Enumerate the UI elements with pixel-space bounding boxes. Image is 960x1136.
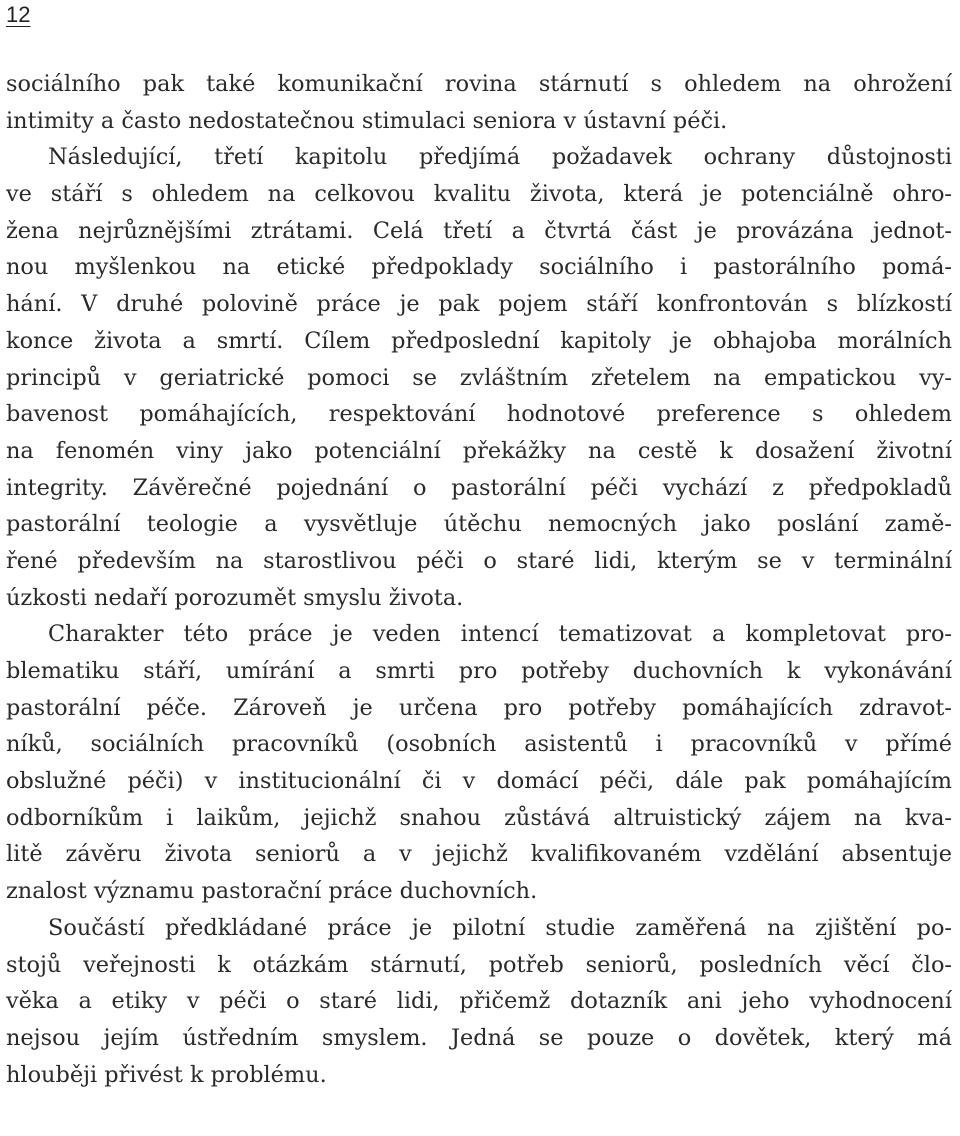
text-line: blematiku stáří, umírání a smrti pro potřeby duchovních k vykonávání [6,658,952,684]
text-line: nejsou jejím ústředním smyslem. Jedná se pouze o dovětek, který má [6,1024,952,1051]
text-line: litě závěru života seniorů a v jejichž kvalifikovaném vzdělání absentuje [6,841,952,868]
text-line: níků, sociálních pracovníků (osobních asistentů i pracovníků v přímé [6,731,952,758]
text-line: na fenomén viny jako potenciální překážky na cestě k dosažení životní [6,437,952,464]
text-line: Součástí předkládané práce je pilotní studie zaměřená na zjištění po- [48,914,952,941]
text-line: Charakter této práce je veden intencí tematizovat a kompletovat pro- [48,621,952,648]
text-line: intimity a často nedostatečnou stimulaci seniora v ústavní péči. [6,107,728,134]
text-line: úzkosti nedaří porozumět smyslu života. [6,584,464,611]
text-line: hlouběji přivést k problému. [6,1061,327,1088]
page-number: 12 [6,2,31,27]
text-line: odborníkům i laikům, jejichž snahou zůstává altruistický zájem na kva- [6,804,952,831]
text-line: stojů veřejnosti k otázkám stárnutí, potřeb seniorů, posledních věcí člo- [6,951,952,978]
text-line: hání. V druhé polovině práce je pak pojem stáří konfrontován s blízkostí [6,291,952,318]
text-line: Následující, třetí kapitolu předjímá požadavek ochrany důstojnosti [48,144,952,171]
text-line: bavenost pomáhajících, respektování hodnotové preference s ohledem [6,401,952,428]
text-line: principů v geriatrické pomoci se zvláštním zřetelem na empatickou vy- [6,364,952,391]
text-line: nou myšlenkou na etické předpoklady sociálního i pastorálního pomá- [6,254,952,281]
text-line: ve stáří s ohledem na celkovou kvalitu života, která je potenciálně ohro- [6,181,952,208]
body-text [6,66,952,1093]
text-line: integrity. Závěrečné pojednání o pastorální péči vychází z předpokladů [6,474,952,501]
text-line: žena nejrůznějšími ztrátami. Celá třetí a čtvrtá část je provázána jednot- [6,217,952,244]
text-line: znalost významu pastorační práce duchovních. [6,878,538,905]
text-line: věka a etiky v péči o staré lidi, přičemž dotazník ani jeho vyhodnocení [6,988,952,1015]
text-line: obslužné péči) v institucionální či v domácí péči, dále pak pomáhajícím [6,768,952,795]
text-line: sociálního pak také komunikační rovina stárnutí s ohledem na ohrožení [6,71,952,97]
text-line: konce života a smrtí. Cílem předposlední kapitoly je obhajoba morálních [6,327,952,354]
text-line: pastorální teologie a vysvětluje útěchu nemocných jako poslání zamě- [6,511,952,538]
text-line: pastorální péče. Zároveň je určena pro potřeby pomáhajících zdravot- [6,694,952,721]
text-line: řené především na starostlivou péči o staré lidi, kterým se v terminální [6,547,952,574]
